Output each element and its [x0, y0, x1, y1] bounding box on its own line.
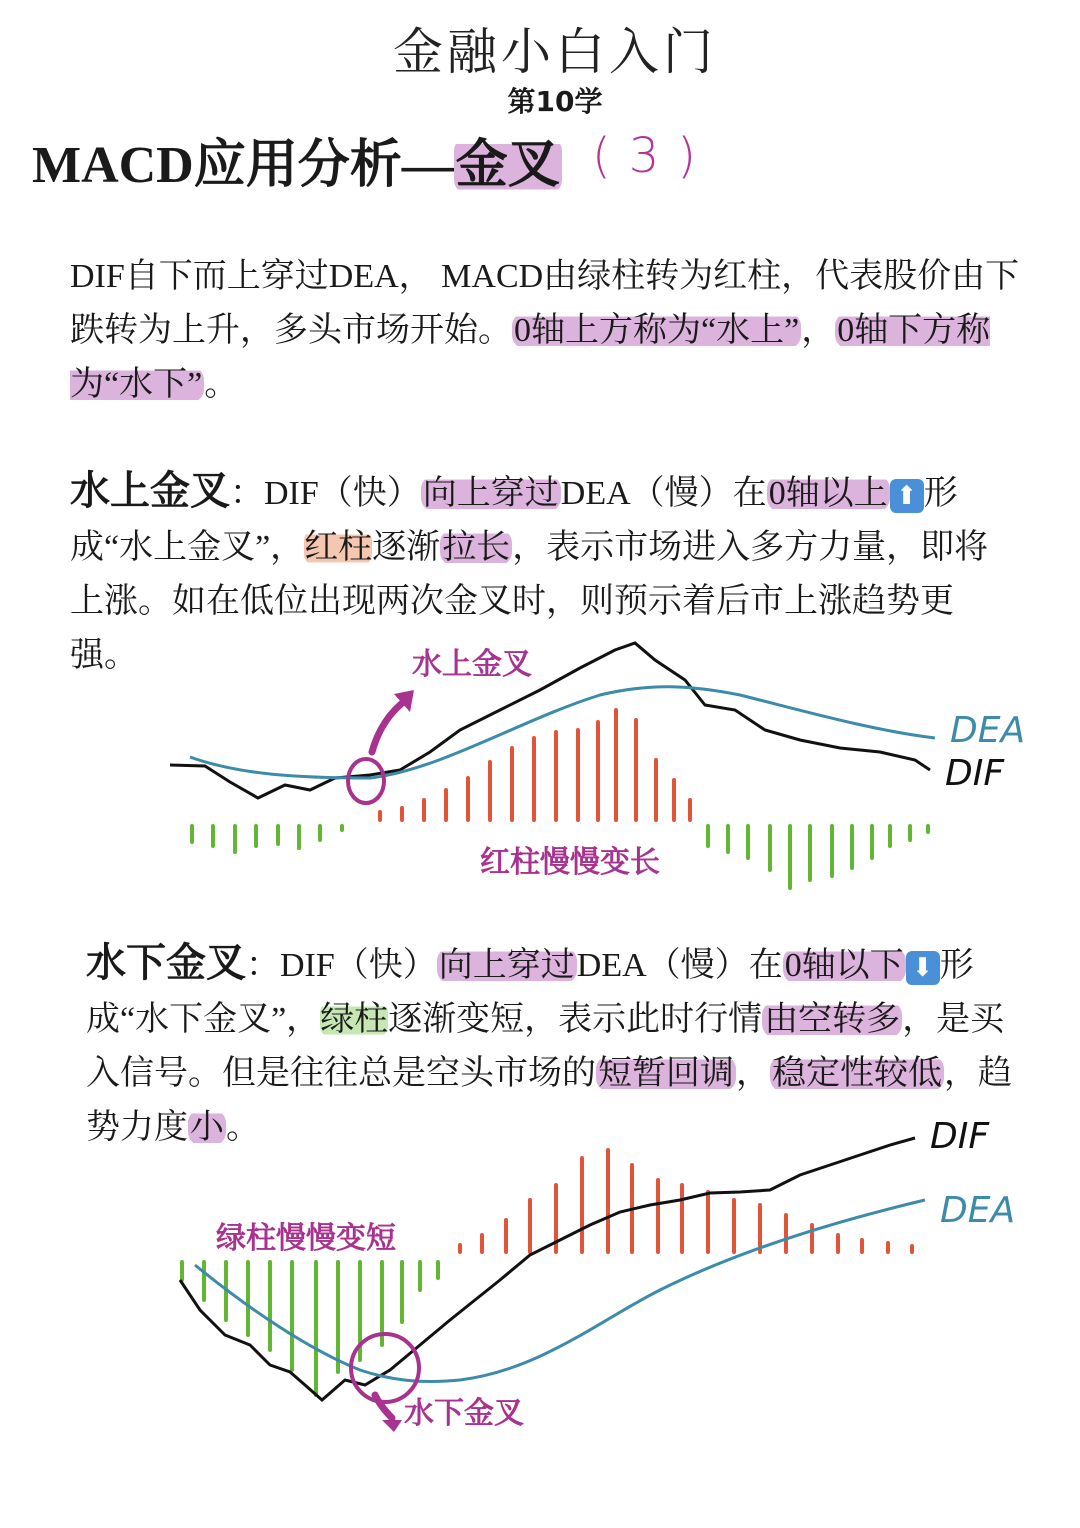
intro-highlight-below: 0轴下方称为“水下” [70, 312, 991, 403]
intro-text-c: 。 [204, 366, 239, 403]
below-t2: DEA（慢）在 [576, 947, 783, 984]
intro-text-b: ， [801, 312, 836, 349]
above-arrow-head-icon [394, 690, 414, 712]
above-h4: 拉长 [442, 529, 511, 566]
below-bars-label: 绿柱慢慢变短 [216, 1221, 396, 1256]
above-cross-label: 水上金叉 [412, 647, 532, 682]
below-histogram [182, 1150, 912, 1395]
above-dea-label: DEA [950, 710, 1026, 751]
above-t4: 逐渐 [372, 529, 441, 566]
below-t8: 。 [226, 1109, 260, 1146]
above-term: 水上金叉 [70, 468, 230, 513]
series-title: 金融小白入门 [393, 23, 717, 81]
above-h1: 向上穿过 [422, 475, 559, 512]
above-curved-arrow-icon [372, 700, 406, 752]
above-t5: ，表示市场进入多方力量，即将上涨。如在低位出现两次金叉时，则预示着后市上涨趋势更强。 [70, 529, 989, 674]
below-arrow-head-icon [382, 1420, 402, 1432]
below-t6: ， [736, 1055, 770, 1092]
above-cross-circle [348, 759, 384, 803]
title-highlight: 金叉 [455, 137, 560, 194]
above-t3: 形成“水上金叉”， [70, 475, 958, 566]
above-histogram [192, 710, 928, 888]
above-dif-label: DIF [945, 753, 1005, 794]
below-dea-label: DEA [940, 1190, 1016, 1231]
below-t7: ，趋势力度 [86, 1055, 1012, 1146]
title-main: MACD应用分析— [32, 137, 454, 194]
part-tag: (3) [592, 128, 714, 184]
above-bars-label: 红柱慢慢变长 [480, 845, 660, 880]
below-t1: DIF（快） [280, 947, 437, 984]
below-colon: ： [246, 947, 280, 984]
above-dea-line [190, 687, 935, 778]
above-h2: 0轴以上 [768, 475, 888, 512]
below-dea-line [195, 1200, 925, 1382]
below-section-paragraph [86, 936, 1036, 1155]
below-t3: 形成“水下金叉”， [86, 947, 974, 1038]
below-curved-arrow-icon [375, 1395, 392, 1418]
intro-highlight-above: 0轴上方称为“水上” [514, 312, 800, 349]
below-term: 水下金叉 [86, 940, 246, 985]
down-arrow-icon: ⬇ [906, 951, 940, 985]
page-title [32, 122, 562, 197]
below-dif-label: DIF [930, 1116, 990, 1157]
above-h3: 红柱 [304, 529, 373, 566]
below-dif-line [180, 1138, 915, 1400]
below-t5: ，是买入信号。但是往往总是空头市场的 [86, 1001, 1005, 1092]
above-section-paragraph [70, 464, 1020, 683]
below-h4: 由空转多 [764, 1001, 901, 1038]
below-h1: 向上穿过 [438, 947, 575, 984]
below-h6: 稳定性较低 [772, 1055, 942, 1092]
below-h7: 小 [190, 1109, 224, 1146]
below-cross-label: 水下金叉 [404, 1396, 524, 1431]
below-cross-circle [351, 1334, 419, 1402]
below-h5: 短暂回调 [598, 1055, 734, 1092]
below-t4: 逐渐变短，表示此时行情 [388, 1001, 763, 1038]
above-colon: ： [230, 475, 264, 512]
above-t2: DEA（慢）在 [560, 475, 767, 512]
above-t1: DIF（快） [264, 475, 421, 512]
intro-paragraph [70, 250, 1020, 412]
below-h2: 0轴以下 [784, 947, 904, 984]
lesson-number: 第10学 [507, 85, 603, 118]
below-h3: 绿柱 [320, 1001, 389, 1038]
intro-text-a: DIF自下而上穿过DEA， MACD由绿柱转为红柱，代表股价由下跌转为上升，多头市场开始。 [70, 258, 1020, 349]
up-arrow-icon: ⬆ [890, 479, 924, 513]
